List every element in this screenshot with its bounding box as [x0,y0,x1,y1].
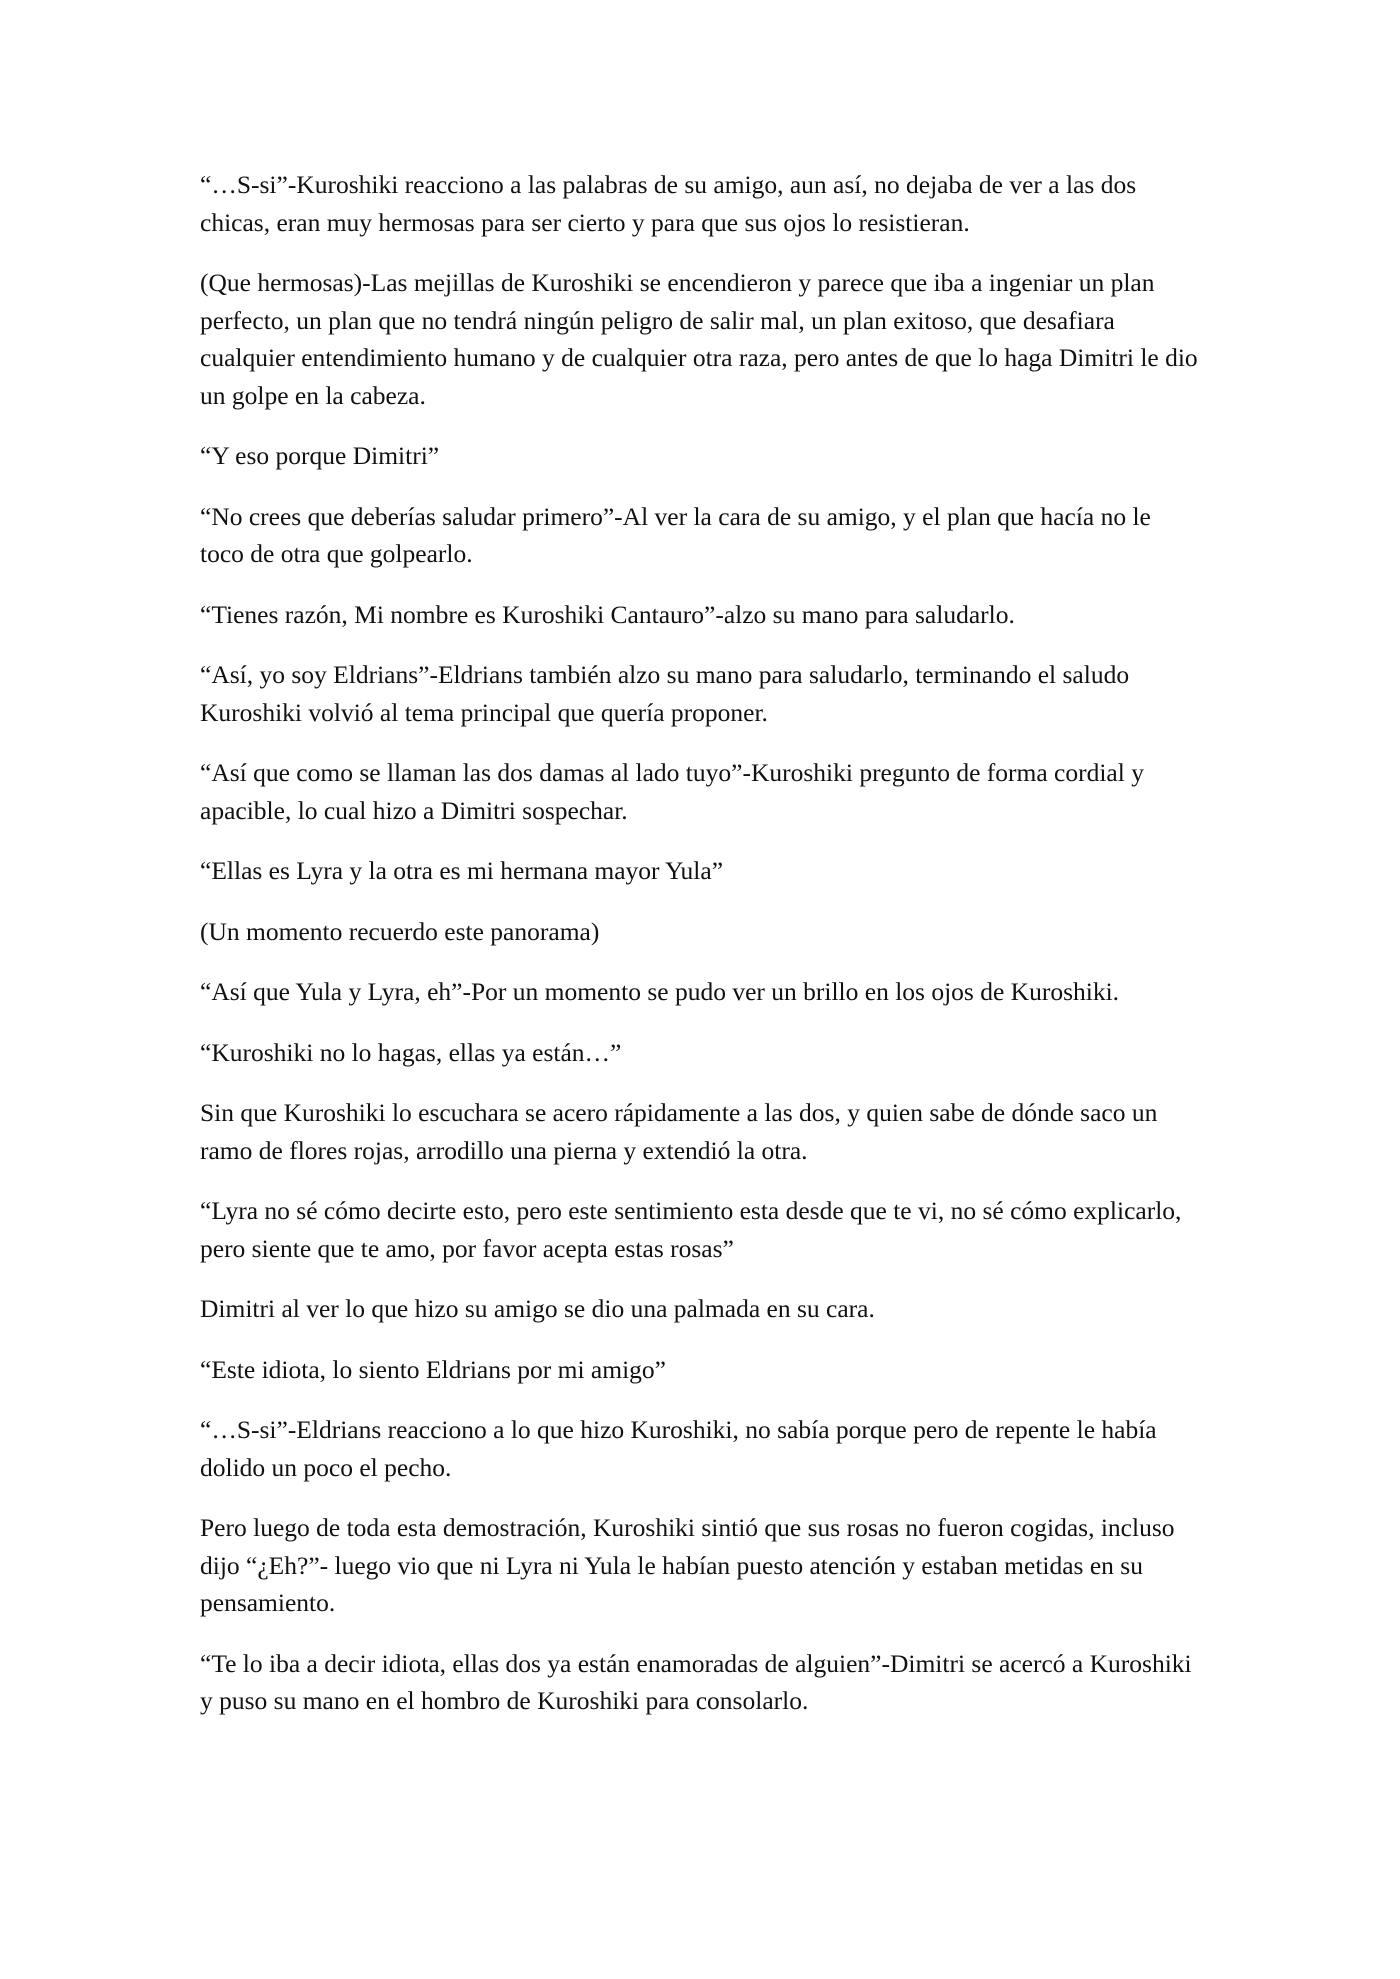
paragraph: “Así que Yula y Lyra, eh”-Por un momento se pudo ver un brillo en los ojos de Kuroshiki. [200,977,1120,1006]
paragraph: “Así que como se llaman las dos damas al lado tuyo”-Kuroshiki pregunto de forma cordial y apacible, lo cual hizo a Dimitri sospechar. [200,758,1144,825]
paragraph: “Y eso porque Dimitri” [200,441,440,470]
paragraph: “Tienes razón, Mi nombre es Kuroshiki Cantauro”-alzo su mano para saludarlo. [200,599,1015,629]
paragraph: “Este idiota, lo siento Eldrians por mi amigo” [200,1354,666,1384]
paragraph: “Ellas es Lyra y la otra es mi hermana mayor Yula” [200,856,724,885]
paragraph: “Te lo iba a decir idiota, ellas dos ya están enamoradas de alguien”-Dimitri se acercó a Kuroshiki y puso su mano en el hombro de Kuroshiki para consolarlo. [200,1648,1192,1715]
paragraph: (Que hermosas)-Las mejillas de Kuroshiki se encendieron y parece que iba a ingeniar un plan perfecto, un plan que no tendrá ningún peligro de salir mal, un plan exitoso, que desafiara cualquier entendimiento humano y de cualquier otra raza, pero antes de que lo haga Dimitri le dio un golpe en la cabeza. [200,268,1198,410]
paragraph: “Kuroshiki no lo hagas, ellas ya están…” [200,1037,622,1067]
paragraph: “…S-si”-Eldrians reacciono a lo que hizo Kuroshiki, no sabía porque pero de repente le había dolido un poco el pecho. [200,1415,1157,1482]
paragraph: Sin que Kuroshiki lo escuchara se acero rápidamente a las dos, y quien sabe de dónde saco un ramo de flores rojas, arrodillo una pierna y extendió la otra. [200,1098,1158,1165]
paragraph: (Un momento recuerdo este panorama) [200,916,600,946]
paragraph: “Así, yo soy Eldrians”-Eldrians también alzo su mano para saludarlo, terminando el saludo Kuroshiki volvió al tema principal que quería proponer. [200,660,1130,727]
paragraph: “No crees que deberías saludar primero”-Al ver la cara de su amigo, y el plan que hacía no le toco de otra que golpearlo. [200,501,1151,568]
paragraph: “Lyra no sé cómo decirte esto, pero este sentimiento esta desde que te vi, no sé cómo explicarlo, pero siente que te amo, por favor acepta estas rosas” [200,1196,1182,1263]
document-body [200,166,1200,1743]
paragraph: Pero luego de toda esta demostración, Kuroshiki sintió que sus rosas no fueron cogidas, incluso dijo “¿Eh?”- luego vio que ni Lyra ni Yula le habían puesto atención y estaban metidas en su pensamiento. [200,1513,1175,1617]
paragraph: Dimitri al ver lo que hizo su amigo se dio una palmada en su cara. [200,1294,875,1323]
paragraph: “…S-si”-Kuroshiki reacciono a las palabras de su amigo, aun así, no dejaba de ver a las dos chicas, eran muy hermosas para ser cierto y para que sus ojos lo resistieran. [200,170,1137,237]
